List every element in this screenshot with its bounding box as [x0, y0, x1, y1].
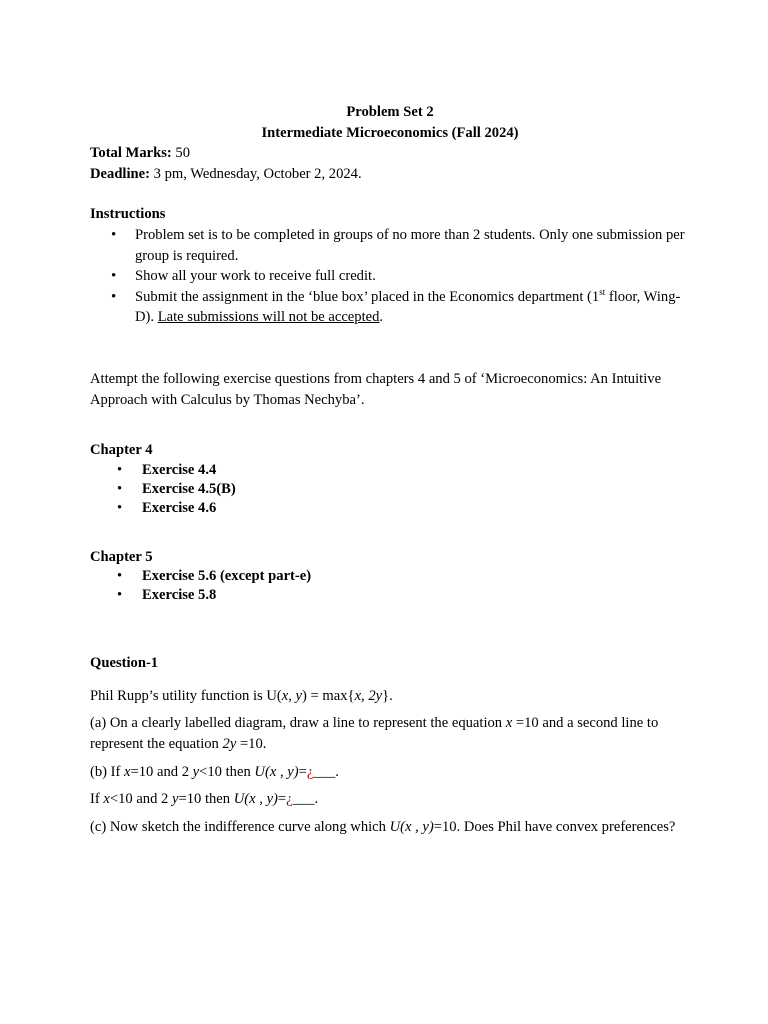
instructions-list [90, 225, 690, 328]
deadline-label: Deadline: [90, 165, 150, 182]
chapter4-exercise-list [90, 461, 690, 518]
instruction-text: Show all your work to receive full credit. [135, 268, 376, 285]
instruction-text: Submit the assignment in the ‘blue box’ placed in the Economics department (1 [135, 288, 600, 305]
course-title: Intermediate Microeconomics (Fall 2024) [261, 124, 519, 141]
error-mark: ¿ [306, 763, 314, 780]
instruction-item [90, 287, 690, 328]
chapter5-exercise-list [90, 567, 690, 605]
text: Phil Rupp’s utility function is U( [90, 687, 282, 704]
document-title: Problem Set 2 [346, 104, 434, 120]
math-var: x [103, 791, 110, 808]
error-mark: ¿ [286, 791, 293, 808]
text: (a) On a clearly labelled diagram, draw a line to represent the equation [90, 715, 506, 732]
superscript-st: st [599, 286, 606, 297]
math-var: U [233, 791, 245, 808]
exercise-item: • Exercise 4.6 [90, 499, 690, 518]
math-var: y [295, 687, 303, 704]
answer-blank: ___. [313, 763, 339, 780]
question-part-b [90, 762, 690, 783]
text: If [90, 791, 104, 808]
document-page [90, 102, 690, 844]
text: =10 then [178, 791, 234, 808]
exercise-item: • Exercise 4.5(B) [90, 480, 690, 499]
intro-paragraph: Attempt the following exercise questions from chapters 4 and 5 of ‘Microeconomics: An Intuitive Approach with Calculus by Thomas Nechyba’. [90, 370, 662, 408]
exercise-item: • Exercise 4.4 [90, 461, 690, 480]
math-var: y [172, 791, 179, 808]
math-var: (x , y) [244, 791, 278, 808]
math-var: (x , y) [264, 763, 299, 780]
late-submission-notice: Late submissions will not be accepted [157, 309, 380, 326]
text: =10. [236, 736, 267, 753]
exercise-item: • Exercise 5.6 (except part-e) [90, 567, 690, 586]
math-var: U [254, 763, 265, 780]
question1-heading: Question-1 [90, 655, 159, 672]
math-var: x [281, 687, 289, 704]
text: = [298, 763, 307, 780]
text: =10 and a second line to represent the equation [90, 715, 659, 753]
instruction-item [90, 266, 690, 287]
deadline-line [90, 164, 690, 185]
total-marks-line [90, 143, 690, 164]
text: = [277, 791, 287, 808]
text: ) = max{ [302, 687, 355, 704]
text: (c) Now sketch the indifference curve along which [90, 818, 390, 835]
text: =10 and 2 [130, 763, 193, 780]
math-var: x [505, 715, 513, 732]
math-var: 2y [222, 736, 237, 753]
text: , [361, 687, 369, 704]
math-var: U [389, 818, 401, 835]
answer-blank: ___. [292, 791, 319, 808]
math-var: 2y [368, 687, 383, 704]
math-var: (x , y) [400, 818, 434, 835]
instruction-text: . [379, 309, 384, 326]
math-var: y [192, 763, 200, 780]
instructions-heading: Instructions [90, 206, 166, 223]
total-marks-label: Total Marks: [90, 145, 172, 162]
question-part-b-second [90, 789, 690, 810]
deadline-value: 3 pm, Wednesday, October 2, 2024. [153, 165, 362, 182]
text: <10 then [199, 763, 255, 780]
text: <10 and 2 [109, 791, 172, 808]
text: , [288, 687, 296, 704]
exercise-item: • Exercise 5.8 [90, 586, 690, 605]
instruction-text: Problem set is to be completed in groups of no more than 2 students. Only one submission per group is required. [135, 226, 685, 264]
question-part-c [90, 817, 690, 838]
utility-function-statement [90, 686, 690, 707]
chapter4-heading: Chapter 4 [90, 442, 153, 459]
text: }. [382, 687, 393, 704]
chapter5-heading: Chapter 5 [90, 548, 153, 565]
text: =10. Does Phil have convex preferences? [433, 818, 676, 835]
text: (b) If [90, 763, 125, 780]
instruction-text: floor, Wing-D). [135, 288, 681, 326]
math-var: x [354, 687, 362, 704]
question-part-a [90, 713, 690, 755]
instruction-item [90, 225, 690, 266]
total-marks-value: 50 [175, 145, 191, 162]
math-var: x [124, 763, 131, 780]
